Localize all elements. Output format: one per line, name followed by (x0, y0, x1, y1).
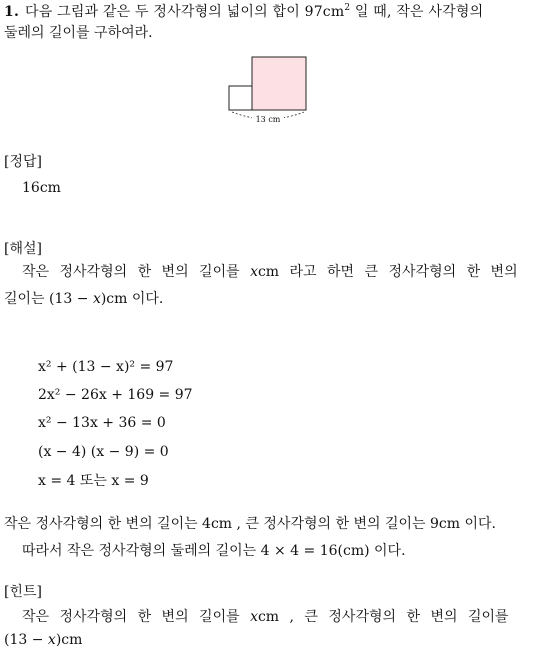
answer-value: 16cm (22, 180, 61, 196)
explanation-heading: [해설] (4, 241, 42, 257)
variable-x: x (47, 632, 56, 648)
variable-x: x (250, 609, 258, 625)
explanation-line-2 (4, 290, 163, 308)
dimension-label: 13 cm (255, 115, 281, 124)
variable-x: x (92, 291, 101, 307)
answer-heading: [정답] (4, 154, 42, 170)
equation-1: x² + (13 − x)² = 97 (38, 359, 174, 375)
equation-2: 2x² − 26x + 169 = 97 (38, 387, 193, 403)
hint-heading: [힌트] (4, 584, 42, 600)
question-line-2: 둘레의 길이를 구하여라. (4, 25, 153, 41)
equation-4: (x − 4) (x − 9) = 0 (38, 444, 169, 460)
question-text-b: 일 때, 작은 사각형의 (350, 4, 484, 20)
text: cm , 큰 정사각형의 한 변의 길이를 (257, 609, 509, 625)
superscript: 2 (344, 3, 351, 13)
text: 작은 정사각형의 한 변의 길이를 (22, 264, 251, 280)
equation-5: x = 4 또는 x = 9 (38, 473, 149, 489)
text: )cm (55, 632, 83, 648)
question-number: 1. (4, 4, 20, 20)
conclusion-line-2: 따라서 작은 정사각형의 둘레의 길이는 4 × 4 = 16(cm) 이다. (22, 543, 406, 559)
text: (13 − (4, 632, 48, 648)
squares-figure (228, 56, 312, 126)
conclusion-line-1: 작은 정사각형의 한 변의 길이는 4cm , 큰 정사각형의 한 변의 길이는 9cm 이다. (4, 516, 496, 532)
text: )cm 이다. (100, 291, 164, 307)
text: 작은 정사각형의 한 변의 길이를 (22, 609, 251, 625)
text: 길이는 (13 − (4, 291, 93, 307)
explanation-line-1 (22, 263, 518, 281)
equation-3: x² − 13x + 36 = 0 (38, 415, 166, 431)
big-square (252, 57, 306, 110)
hint-line-2 (4, 631, 82, 649)
variable-x: x (250, 264, 258, 280)
question-text-a: 다음 그림과 같은 두 정사각형의 넓이의 합이 97cm (25, 4, 345, 20)
question-line-1 (4, 3, 483, 21)
small-square (229, 86, 252, 110)
hint-line-1 (22, 608, 509, 626)
text: cm 라고 하면 큰 정사각형의 한 변의 (257, 264, 518, 280)
